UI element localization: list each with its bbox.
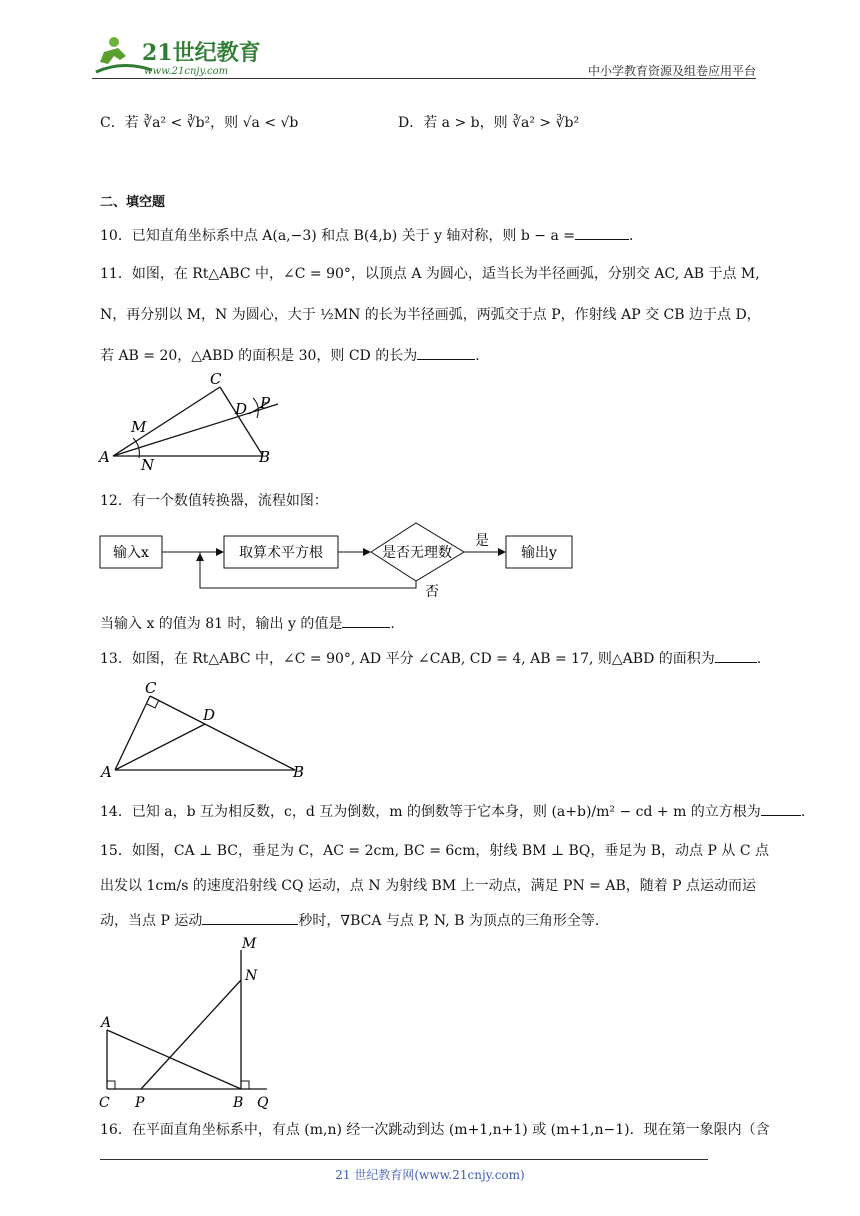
label-n: N bbox=[141, 456, 155, 474]
answer-blank-15[interactable] bbox=[202, 912, 298, 925]
question-13-wrap: 13．如图，在 Rt△ABC 中，∠C = 90°, AD 平分 ∠CAB, CD = 4, AB = 17, 则△ABD 的面积为 . bbox=[100, 651, 762, 667]
question-15-line3 bbox=[100, 910, 599, 930]
site-logo bbox=[92, 30, 272, 82]
arc-mn bbox=[133, 438, 139, 458]
label-d-13: D bbox=[203, 706, 216, 724]
label-n-15: N bbox=[245, 968, 258, 984]
question-15-line1: 15．如图，CA ⊥ BC，垂足为 C，AC = 2cm, BC = 6cm，射线 BM ⊥ BQ，垂足为 B，动点 P 从 C 点 bbox=[100, 843, 769, 859]
answer-blank-11[interactable] bbox=[417, 347, 475, 360]
question-11-line3-wrap: 若 AB = 20，△ABD 的面积是 30，则 CD 的长为 . bbox=[100, 348, 480, 364]
segment-cb-13 bbox=[150, 696, 295, 770]
right-angle-b-15 bbox=[241, 1081, 249, 1089]
right-angle-c-15 bbox=[107, 1081, 115, 1089]
segment-ac-13 bbox=[115, 696, 150, 770]
yes-label: 是 bbox=[475, 533, 489, 549]
label-p-15: P bbox=[135, 1095, 145, 1110]
label-d: D bbox=[235, 400, 248, 418]
question-11-line3: 若 AB = 20，△ABD 的面积是 30，则 CD 的长为 bbox=[100, 348, 418, 364]
label-q-15: Q bbox=[257, 1095, 269, 1110]
question-11-line1: 11．如图，在 Rt△ABC 中，∠C = 90°，以顶点 A 为圆心，适当长为半径画弧，分别交 AC, AB 于点 M, bbox=[100, 266, 760, 282]
figure-15 bbox=[95, 932, 285, 1110]
label-b-15: B bbox=[233, 1095, 244, 1110]
label-b: B bbox=[259, 448, 271, 466]
answer-blank-12[interactable] bbox=[342, 615, 390, 628]
question-14-text: 14．已知 a，b 互为相反数，c，d 互为倒数，m 的倒数等于它本身，则 (a+b)/m² − cd + m 的立方根为 bbox=[100, 804, 761, 820]
platform-title: 中小学教育资源及组卷应用平台 bbox=[587, 64, 756, 78]
box-sqrt-label: 取算术平方根 bbox=[239, 545, 323, 561]
option-d: D．若 a > b，则 ∛a² > ∛b² bbox=[398, 115, 580, 131]
footer-link[interactable]: 21 世纪教育网(www.21cnjy.com) bbox=[335, 1168, 525, 1182]
question-15-line2: 出发以 1cm/s 的速度沿射线 CQ 运动，点 N 为射线 BM 上一动点，满足 PN = AB，随着 P 点运动而运 bbox=[100, 878, 757, 894]
label-c-13: C bbox=[145, 679, 157, 697]
label-b-13: B bbox=[293, 763, 305, 781]
question-12-after-wrap: 当输入 x 的值为 81 时，输出 y 的值是 . bbox=[100, 616, 395, 632]
label-m-15: M bbox=[242, 936, 257, 952]
question-12-after: 当输入 x 的值为 81 时，输出 y 的值是 bbox=[100, 616, 343, 632]
option-c: C．若 ∛a² < ∛b²，则 √a < √b bbox=[100, 115, 299, 131]
answer-blank-14[interactable] bbox=[761, 803, 801, 816]
question-15-line3a: 动，当点 P 运动 bbox=[100, 913, 203, 929]
right-angle-c bbox=[147, 700, 159, 708]
question-13-text: 13．如图，在 Rt△ABC 中，∠C = 90°, AD 平分 ∠CAB, CD = 4, AB = 17, 则△ABD 的面积为 bbox=[100, 651, 715, 667]
box-input-label: 输入x bbox=[113, 545, 149, 561]
answer-blank-10[interactable] bbox=[575, 227, 629, 240]
question-10-text: 10．已知直角坐标系中点 A(a,−3) 和点 B(4,b) 关于 y 轴对称，则 b − a = bbox=[100, 228, 575, 244]
segment-pn bbox=[141, 980, 241, 1089]
label-a-15: A bbox=[101, 1015, 112, 1031]
logo-text: 21世纪教育 bbox=[142, 40, 261, 66]
decide-label: 是否无理数 bbox=[382, 545, 452, 561]
arc-p1 bbox=[253, 398, 258, 418]
label-c-15: C bbox=[99, 1095, 110, 1110]
footer-divider bbox=[100, 1159, 708, 1160]
label-a-13: A bbox=[101, 763, 112, 781]
logo-sub: www.21cnjy.com bbox=[144, 66, 229, 77]
figure-13 bbox=[95, 676, 325, 781]
label-m: M bbox=[131, 418, 147, 436]
label-p: P bbox=[260, 394, 271, 412]
question-10: 10．已知直角坐标系中点 A(a,−3) 和点 B(4,b) 关于 y 轴对称，则 b − a = . bbox=[100, 228, 634, 244]
segment-ac bbox=[113, 387, 220, 456]
header-divider bbox=[92, 78, 756, 79]
question-11-line2: N，再分别以 M，N 为圆心，大于 ½MN 的长为半径画弧，两弧交于点 P，作射线 AP 交 CB 边于点 D， bbox=[100, 307, 761, 323]
answer-blank-13[interactable] bbox=[715, 650, 757, 663]
question-15-line3b: 秒时，∇BCA 与点 P, N, B 为顶点的三角形全等. bbox=[298, 913, 600, 929]
question-12-stem: 12．有一个数值转换器，流程如图： bbox=[100, 493, 328, 509]
flowchart-12 bbox=[95, 518, 580, 600]
no-label: 否 bbox=[425, 584, 439, 600]
segment-ab-15 bbox=[107, 1030, 241, 1089]
question-14-wrap: 14．已知 a，b 互为相反数，c，d 互为倒数，m 的倒数等于它本身，则 (a+b)/m² − cd + m 的立方根为 . bbox=[100, 804, 806, 820]
box-output-label: 输出y bbox=[521, 545, 557, 561]
segment-ad-13 bbox=[115, 724, 205, 770]
section-title: 二、填空题 bbox=[100, 195, 166, 210]
segment-cb bbox=[220, 387, 263, 456]
question-16: 16．在平面直角坐标系中，有点 (m,n) 经一次跳动到达 (m+1,n+1) 或 (m+1,n−1)．现在第一象限内（含 bbox=[100, 1122, 770, 1138]
label-c: C bbox=[210, 370, 222, 388]
figure-11 bbox=[95, 370, 295, 475]
label-a: A bbox=[99, 448, 110, 466]
